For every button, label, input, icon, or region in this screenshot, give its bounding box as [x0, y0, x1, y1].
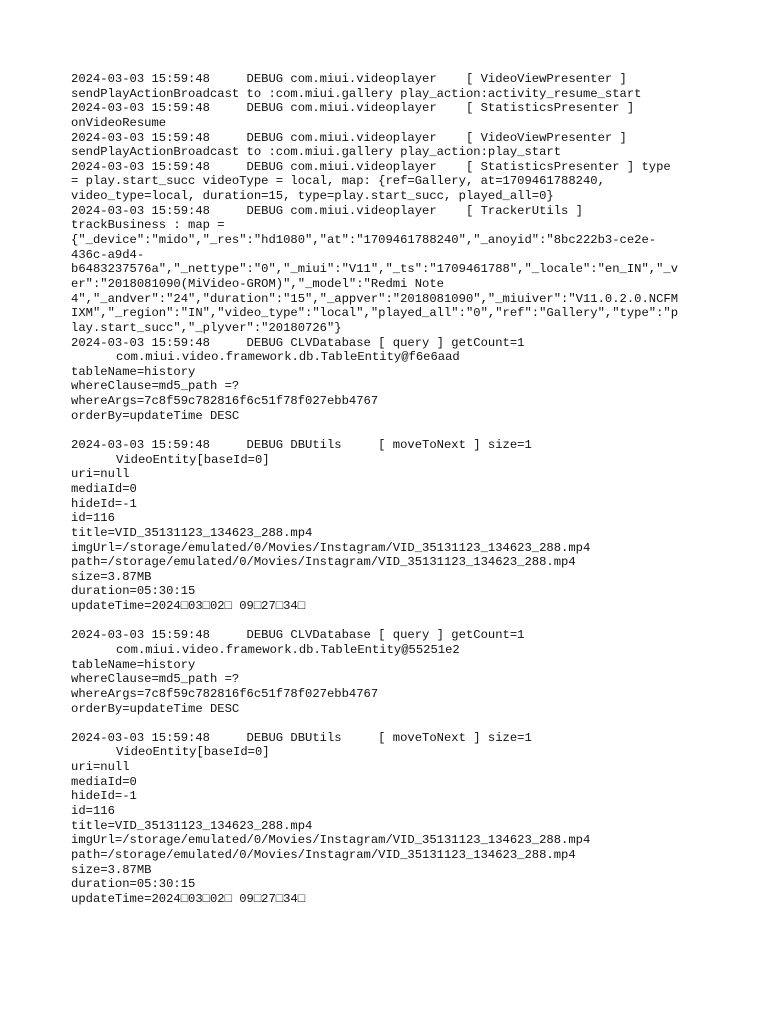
- log-line: id=116: [71, 511, 115, 526]
- log-line: path=/storage/emulated/0/Movies/Instagram/VID_35131123_134623_288.mp4: [71, 555, 576, 570]
- log-line: uri=null: [71, 467, 130, 482]
- table-entity-line: com.miui.video.framework.db.TableEntity@f6e6aad: [116, 350, 460, 365]
- log-line: mediaId=0: [71, 481, 137, 496]
- log-line: size=3.87MB: [71, 862, 152, 877]
- log-line: er":"2018081090(MiVideo-GROM)","_model":"Redmi Note: [71, 276, 444, 291]
- log-line: 2024-03-03 15:59:48 DEBUG CLVDatabase [ query ] getCount=1: [71, 628, 525, 643]
- log-line: imgUrl=/storage/emulated/0/Movies/Instagram/VID_35131123_134623_288.mp4: [71, 833, 591, 848]
- log-line: tableName=history: [71, 364, 196, 379]
- log-line: 2024-03-03 15:59:48 DEBUG CLVDatabase [ query ] getCount=1: [71, 335, 525, 350]
- log-line: hideId=-1: [71, 789, 137, 804]
- query-block-1: [71, 350, 711, 423]
- log-line: title=VID_35131123_134623_288.mp4: [71, 525, 313, 540]
- log-line: updateTime=2024□03□02□ 09□27□34□: [71, 599, 306, 614]
- log-line: 4","_andver":"24","duration":"15","_appver":"2018081090","_miuiver":"V11.0.2.0.NCFM: [71, 291, 679, 306]
- log-line: mediaId=0: [71, 774, 137, 789]
- log-line: updateTime=2024□03□02□ 09□27□34□: [71, 891, 306, 906]
- blank-line: [71, 423, 711, 438]
- log-line: onVideoResume: [71, 115, 167, 130]
- video-entity-block-2: [71, 731, 711, 907]
- log-line: 2024-03-03 15:59:48 DEBUG com.miui.videoplayer [ StatisticsPresenter ]: [71, 101, 635, 116]
- log-line: duration=05:30:15: [71, 877, 196, 892]
- video-entity-block-1: [71, 438, 711, 614]
- log-line: IXM","_region":"IN","video_type":"local","played_all":"0","ref":"Gallery","type":"p: [71, 306, 679, 321]
- log-line: b6483237576a","_nettype":"0","_miui":"V11","_ts":"1709461788","_locale":"en_IN","_v: [71, 262, 679, 277]
- log-line: imgUrl=/storage/emulated/0/Movies/Instagram/VID_35131123_134623_288.mp4: [71, 540, 591, 555]
- log-line: sendPlayActionBroadcast to :com.miui.gallery play_action:activity_resume_start: [71, 86, 642, 101]
- log-line: path=/storage/emulated/0/Movies/Instagram/VID_35131123_134623_288.mp4: [71, 847, 576, 862]
- log-line: orderBy=updateTime DESC: [71, 408, 240, 423]
- log-line: video_type=local, duration=15, type=play.start_succ, played_all=0}: [71, 189, 554, 204]
- log-line: 2024-03-03 15:59:48 DEBUG com.miui.videoplayer [ TrackerUtils ]: [71, 203, 583, 218]
- video-entity-line: VideoEntity[baseId=0]: [116, 452, 270, 467]
- log-line: = play.start_succ videoType = local, map: {ref=Gallery, at=1709461788240,: [71, 174, 605, 189]
- log-line: title=VID_35131123_134623_288.mp4: [71, 818, 313, 833]
- log-document: [71, 72, 711, 907]
- log-line: whereClause=md5_path =?: [71, 379, 240, 394]
- log-line: 2024-03-03 15:59:48 DEBUG DBUtils [ moveToNext ] size=1: [71, 730, 532, 745]
- video-entity-line: VideoEntity[baseId=0]: [116, 745, 270, 760]
- log-line: duration=05:30:15: [71, 584, 196, 599]
- query-block-2: [71, 628, 711, 716]
- log-line: orderBy=updateTime DESC: [71, 701, 240, 716]
- log-line: 2024-03-03 15:59:48 DEBUG com.miui.videoplayer [ VideoViewPresenter ]: [71, 130, 627, 145]
- log-line: lay.start_succ","_plyver":"20180726"}: [71, 320, 342, 335]
- log-line: whereArgs=7c8f59c782816f6c51f78f027ebb4767: [71, 394, 379, 409]
- log-line: whereClause=md5_path =?: [71, 672, 240, 687]
- log-line: tableName=history: [71, 657, 196, 672]
- blank-line: [71, 716, 711, 731]
- log-header-section: [71, 72, 711, 350]
- log-line: id=116: [71, 804, 115, 819]
- log-line: whereArgs=7c8f59c782816f6c51f78f027ebb4767: [71, 686, 379, 701]
- blank-line: [71, 614, 711, 629]
- log-line: 436c-a9d4-: [71, 247, 145, 262]
- log-line: sendPlayActionBroadcast to :com.miui.gallery play_action:play_start: [71, 145, 562, 160]
- table-entity-line: com.miui.video.framework.db.TableEntity@55251e2: [116, 642, 460, 657]
- log-line: hideId=-1: [71, 496, 137, 511]
- log-line: size=3.87MB: [71, 569, 152, 584]
- log-line: {"_device":"mido","_res":"hd1080","at":"1709461788240","_anoyid":"8bc222b3-ce2e-: [71, 233, 657, 248]
- log-line: 2024-03-03 15:59:48 DEBUG com.miui.videoplayer [ VideoViewPresenter ]: [71, 72, 627, 86]
- log-line: 2024-03-03 15:59:48 DEBUG DBUtils [ moveToNext ] size=1: [71, 438, 532, 453]
- log-line: uri=null: [71, 760, 130, 775]
- log-line: 2024-03-03 15:59:48 DEBUG com.miui.videoplayer [ StatisticsPresenter ] type: [71, 159, 671, 174]
- log-line: trackBusiness : map =: [71, 218, 225, 233]
